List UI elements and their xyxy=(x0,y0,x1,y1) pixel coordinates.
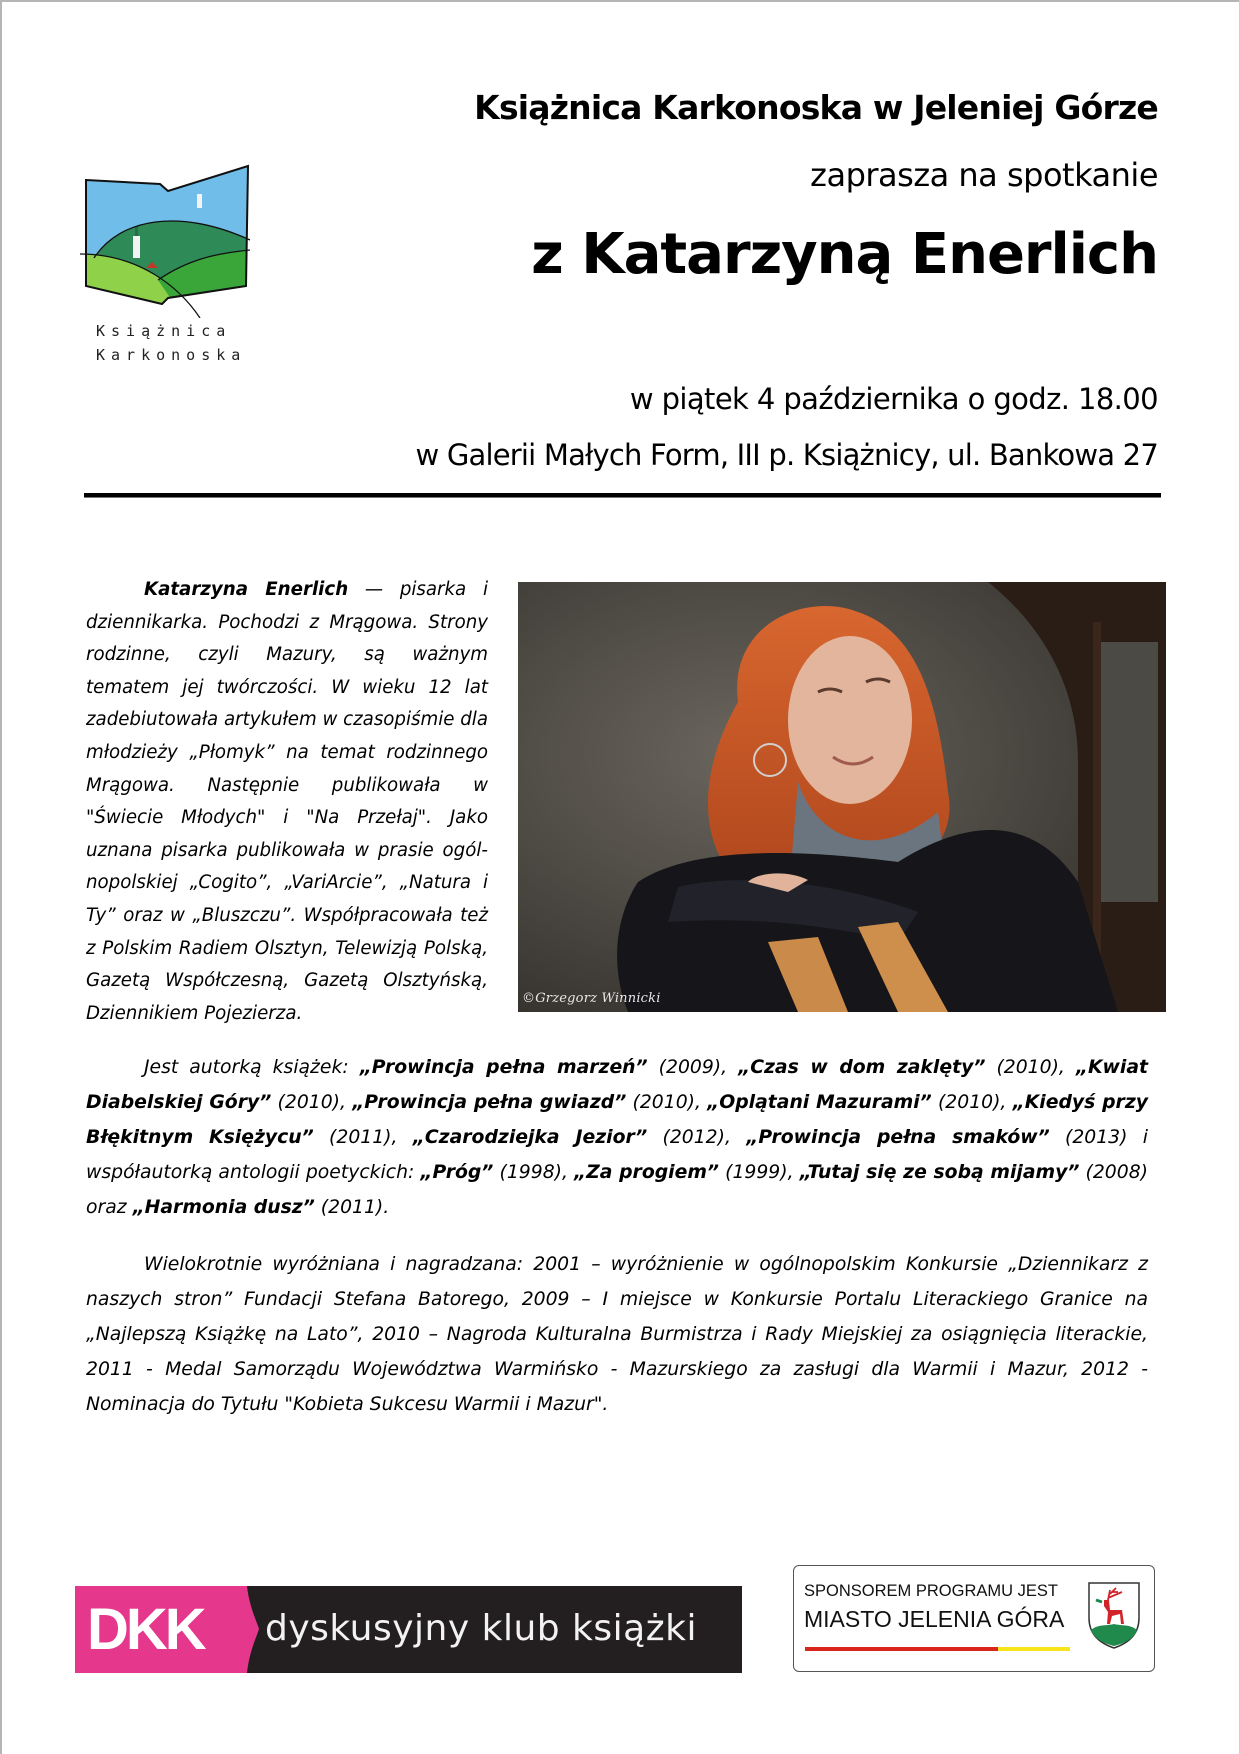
anthology-year: (2008) xyxy=(1079,1162,1148,1183)
book-title: „Prowincja pełna gwiazd” xyxy=(352,1092,627,1113)
bio-author-name: Katarzyna Enerlich xyxy=(144,579,349,600)
guest-name-heading: z Katarzyną Enerlich xyxy=(531,222,1158,287)
book-year: (2010), xyxy=(985,1057,1076,1078)
organizer-title: Książnica Karkonoska w Jeleniej Górze xyxy=(474,88,1158,127)
city-coat-of-arms-icon xyxy=(1086,1580,1142,1650)
book-year: (2010), xyxy=(271,1092,353,1113)
anthology-title: „Próg” xyxy=(420,1162,494,1183)
book-title: „Czas w dom zaklęty” xyxy=(738,1057,986,1078)
book-title: „Czarodziejka Jezior” xyxy=(412,1127,648,1148)
header-divider xyxy=(84,493,1161,497)
author-photo-image xyxy=(518,582,1166,1012)
coauthor-text: i współautorką antologii poetyckich: xyxy=(86,1127,1148,1183)
photo-credit: ©Grzegorz Winnicki xyxy=(522,991,661,1006)
sponsor-line2: MIASTO JELENIA GÓRA xyxy=(804,1606,1065,1632)
bio-text: — pisarka i dziennikarka. Pochodzi z Mrągowa. Strony rodzinne, czyli Mazury, są ważnym tematem jej twórczości. W wieku 12 lat zadebiutowała artykułem w czasopiśmie dla młodzieży „Płomyk” na temat rodzinnego Mrągowa. Następnie publikowała w "Świecie Młodych" i "Na Przełaj". Jako uznana pisarka publikowała w prasie ogólnopolskiej „Cogito”, „VariArcie”, „Natura i Ty” oraz w „Bluszczu”. Współpracowała też z Polskim Radiem Olsztyn, Telewizją Polską, Gazetą Współczesną, Gazetą Olsztyńską, Dziennikiem Pojezierza. xyxy=(86,579,488,1024)
and-text: oraz xyxy=(86,1197,133,1218)
dkk-mark: DKK xyxy=(87,1597,204,1662)
library-logo-name-line1: Książnica xyxy=(96,322,232,340)
dkk-notch-shape xyxy=(235,1586,261,1673)
awards-text: Wielokrotnie wyróżniana i nagradzana: 2001 – wyróżnienie w ogólnopolskim Konkursie „Dziennikarz z naszych stron” Fundacji Stefana Batorego, 2009 – I miejsce w Konkursie Portalu Literackiego Granice na „Najlepszą Książkę na Lato”, 2010 – Nagroda Kulturalna Burmistrza i Rady Miejskiej za osiągnięcia literackie, 2011 - Medal Samorządu Województwa Warmińsko - Mazurskiego za zasługi dla Warmii i Mazur, 2012 - Nominacja do Tytułu "Kobieta Sukcesu Warmii i Mazur". xyxy=(86,1254,1148,1415)
book-year: (2009), xyxy=(647,1057,739,1078)
anthology-year: (1998), xyxy=(493,1162,575,1183)
page-border-top xyxy=(0,0,1240,2)
sponsor-box xyxy=(793,1565,1155,1672)
dkk-label: dyskusyjny klub książki xyxy=(265,1608,697,1649)
page-border-left xyxy=(0,0,2,1754)
invite-line: zaprasza na spotkanie xyxy=(810,156,1158,194)
book-year: (2010), xyxy=(626,1092,708,1113)
anthology-year: (1999), xyxy=(719,1162,800,1183)
library-logo-book-icon xyxy=(80,158,260,318)
book-year: (2012), xyxy=(647,1127,747,1148)
books-paragraph xyxy=(86,1050,1148,1225)
sponsor-line1: SPONSOREM PROGRAMU JEST xyxy=(804,1582,1058,1600)
bio-paragraph xyxy=(86,574,488,1030)
anthology-title: „Za progiem” xyxy=(574,1162,720,1183)
book-year: (2010), xyxy=(931,1092,1013,1113)
awards-paragraph xyxy=(86,1247,1148,1422)
book-title: „Kwiat Diabelskiej Góry” xyxy=(86,1057,1148,1113)
book-title: „Kiedyś przy Błękitnym Księżycu” xyxy=(86,1092,1148,1148)
sponsor-underline-red xyxy=(805,1647,998,1651)
author-photo xyxy=(518,582,1166,1012)
book-title: „Prowincja pełna marzeń” xyxy=(359,1057,648,1078)
book-year: (2013) xyxy=(1049,1127,1128,1148)
anthology-title: „Harmonia dusz” xyxy=(132,1197,315,1218)
book-title: „Prowincja pełna smaków” xyxy=(746,1127,1050,1148)
library-logo-name-line2: Karkonoska xyxy=(96,346,247,364)
anthology-year: (2011). xyxy=(314,1197,390,1218)
book-year: (2011), xyxy=(313,1127,413,1148)
dkk-logo-banner xyxy=(75,1586,742,1673)
books-intro: Jest autorką książek: xyxy=(144,1057,360,1078)
event-date: w piątek 4 października o godz. 18.00 xyxy=(629,382,1158,416)
event-venue: w Galerii Małych Form, III p. Książnicy, ul. Bankowa 27 xyxy=(415,438,1158,472)
anthology-title: „Tutaj się ze sobą mijamy” xyxy=(799,1162,1080,1183)
sponsor-underline-yellow xyxy=(998,1647,1070,1651)
book-title: „Oplątani Mazurami” xyxy=(707,1092,932,1113)
